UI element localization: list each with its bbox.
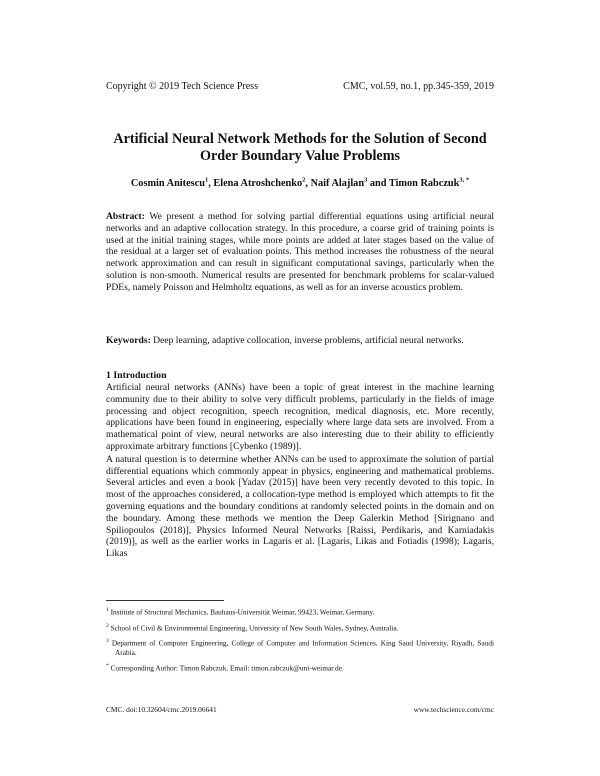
doi: CMC. doi:10.32604/cmc.2019.06641 — [106, 705, 217, 714]
paragraph: A natural question is to determine whether ANNs can be used to approximate the solution of partial differential equations which commonly appear in physics, engineering and mathematical problems. Several articles and even a book [Yadav (2015)] have been very recently devoted to this topic. In most of the approaches considered, a collocation-type method is employed which attempts to fit the governing equations and the boundary conditions at randomly selected points in the domain and on the boundary. Among these methods we mention the Deep Galerkin Method [Sirignano and Spiliopoulos (2018)], Physics Informed Neural Networks [Raissi, Perdikaris, and Karniadakis (2019)], as well as the earlier works in Lagaris et al. [Lagaris, Likas and Fotiadis (1998); Lagaris, Likas — [106, 453, 494, 560]
footnote: $^3$ Department of Computer Engineering, College of Computer and Information Sciences, King Saud University, Riyadh, Saudi Arabia. — [106, 638, 495, 657]
introduction-body — [106, 382, 494, 561]
footnote: $^1$ Institute of Structural Mechanics, Bauhaus-Universität Weimar, 99423, Weimar, Germany. — [106, 607, 375, 617]
affiliation-mark: 3 — [364, 177, 368, 184]
footnote-divider — [106, 600, 224, 601]
footnote-mark: 2 — [106, 622, 109, 629]
affiliation-mark: 2 — [302, 177, 306, 184]
author: Elena Atroshchenko$^2$, — [213, 177, 311, 190]
author-list — [90, 177, 510, 189]
affiliation-mark: 1 — [204, 177, 209, 184]
footnote-mark: 3 — [106, 638, 109, 645]
footnote-mark: 1 — [106, 607, 109, 613]
author: Timon Rabczuk$^{3, *}$ — [388, 177, 470, 190]
journal-website: www.techscience.com/cmc — [413, 705, 494, 714]
abstract-text: We present a method for solving partial differential equations using artificial neural networks and an adaptive collocation strategy. In this procedure, a coarse grid of training points is used at the initial training stages, while more points are added at later stages based on the value of the residual at a larger set of evaluation points. This method increases the robustness of the neural network approximation and can result in significant computational savings, particularly when the solution is non-smooth. Numerical results are presented for benchmark problems for scalar-valued PDEs, namely Poisson and Helmholtz equations, as well as for an inverse acoustics problem. — [106, 211, 494, 293]
author: Naif Alajlan$^3$ and — [310, 177, 389, 190]
footnote-mark: * — [106, 663, 109, 670]
title-line-1: Artificial Neural Network Methods for the Solution of Second — [113, 131, 487, 147]
section-heading: 1 Introduction — [106, 370, 167, 381]
paper-title — [100, 131, 500, 165]
abstract — [106, 211, 494, 294]
affiliation-mark: 3, * — [459, 177, 470, 184]
copyright-notice: Copyright © 2019 Tech Science Press — [106, 81, 258, 92]
footnote: * Corresponding Author: Timon Rabczuk. Email: timon.rabczuk@uni-weimar.de. — [106, 663, 344, 673]
footnotes — [106, 606, 494, 678]
keywords-text: Deep learning, adaptive collocation, inverse problems, artificial neural networks. — [153, 335, 464, 346]
title-line-2: Order Boundary Value Problems — [199, 148, 401, 164]
footnote: $^2$ School of Civil & Environmental Engineering, University of New South Wales, Sydney, Australia. — [106, 622, 399, 633]
keywords-label: Keywords: — [106, 335, 151, 346]
running-header — [106, 81, 494, 92]
journal-citation: CMC, vol.59, no.1, pp.345-359, 2019 — [343, 81, 494, 92]
paragraph: Artificial neural networks (ANNs) have been a topic of great interest in the machine learning community due to their ability to solve very difficult problems, particularly in the fields of image processing and object recognition, speech recognition, medical diagnosis, etc. More recently, applications have been found in engineering, especially where large data sets are involved. From a mathematical point of view, neural networks are also interesting due to their ability to efficiently approximate arbitrary functions [Cybenko (1989)]. — [106, 382, 494, 452]
keywords — [106, 335, 494, 347]
page-footer — [106, 705, 494, 714]
abstract-label: Abstract: — [106, 211, 145, 222]
author: Cosmin Anitescu$^1$, — [130, 177, 214, 190]
